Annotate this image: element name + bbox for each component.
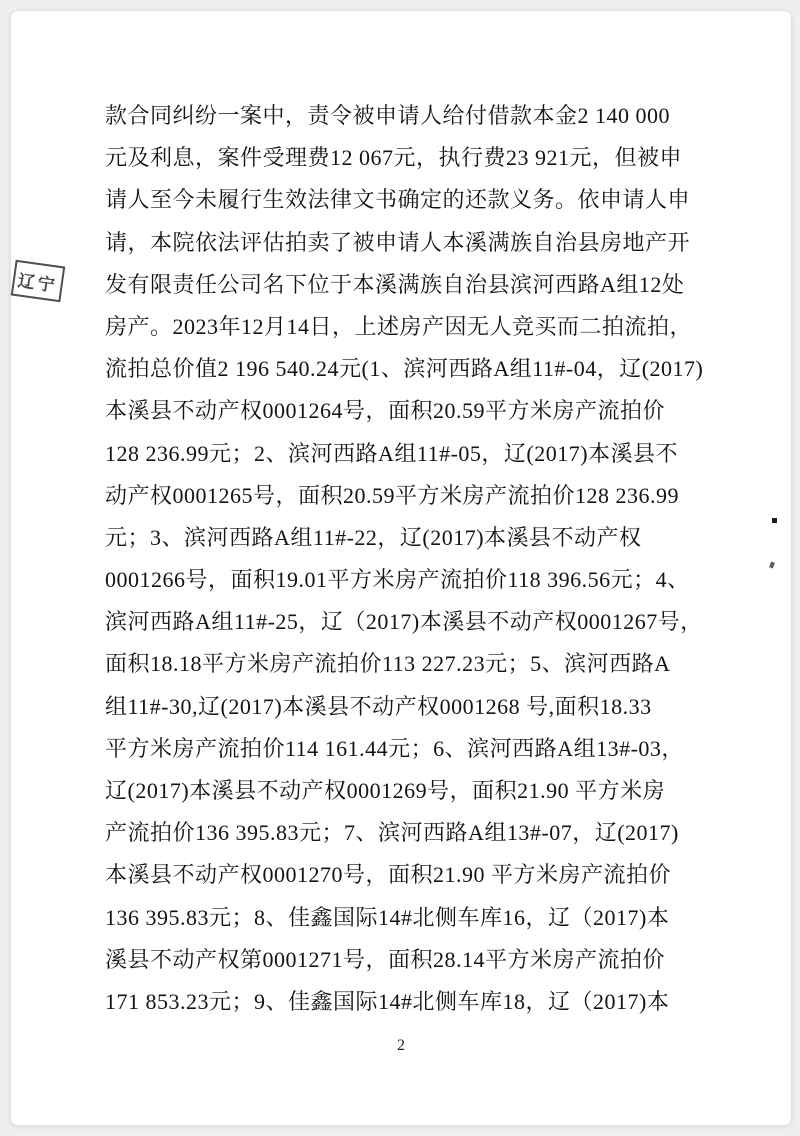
- text-line: 平方米房产流拍价114 161.44元；6、滨河西路A组13#-03，: [105, 735, 684, 761]
- stamp-text: 辽宁: [16, 270, 59, 296]
- text-line: 元及利息，案件受理费12 067元，执行费23 921元，但被申: [105, 145, 683, 171]
- text-line: 136 395.83元；8、佳鑫国际14#北侧车库16，辽（2017)本: [105, 904, 670, 930]
- text-line: 本溪县不动产权0001264号，面积20.59平方米房产流拍价: [105, 398, 666, 424]
- text-line: 请，本院依法评估拍卖了被申请人本溪满族自治县房地产开: [105, 229, 691, 255]
- liaoning-stamp: [11, 260, 66, 303]
- text-line: 流拍总价值2 196 540.24元(1、滨河西路A组11#-04，辽(2017): [105, 356, 704, 382]
- text-line: 溪县不动产权第0001271号，面积28.14平方米房产流拍价: [105, 946, 666, 972]
- scan-speck: [769, 561, 775, 568]
- text-line: 请人至今未履行生效法律文书确定的还款义务。依申请人申: [105, 187, 691, 213]
- text-line: 组11#-30,辽(2017)本溪县不动产权0001268 号,面积18.33: [105, 693, 652, 719]
- text-line: 本溪县不动产权0001270号，面积21.90 平方米房产流拍价: [105, 862, 672, 888]
- text-line: 产流拍价136 395.83元；7、滨河西路A组13#-07，辽(2017): [105, 820, 679, 846]
- text-line: 房产。2023年12月14日，上述房产因无人竞买而二拍流拍，: [105, 313, 693, 339]
- text-line: 171 853.23元；9、佳鑫国际14#北侧车库18，辽（2017)本: [105, 988, 670, 1014]
- text-line: 款合同纠纷一案中，责令被申请人给付借款本金2 140 000: [105, 103, 671, 128]
- page-number: 2: [397, 1037, 405, 1054]
- text-line: 动产权0001265号，面积20.59平方米房产流拍价128 236.99: [105, 482, 680, 508]
- text-line: 元；3、滨河西路A组11#-22，辽(2017)本溪县不动产权: [105, 524, 642, 550]
- text-line: 面积18.18平方米房产流拍价113 227.23元；5、滨河西路A: [105, 651, 671, 677]
- scan-speck: [772, 518, 777, 523]
- text-line: 发有限责任公司名下位于本溪满族自治县滨河西路A组12处: [105, 271, 685, 297]
- text-line: 128 236.99元；2、滨河西路A组11#-05，辽(2017)本溪县不: [105, 440, 679, 466]
- text-line: 滨河西路A组11#-25，辽（2017)本溪县不动产权0001267号，: [105, 609, 703, 635]
- text-line: 0001266号，面积19.01平方米房产流拍价118 396.56元；4、: [105, 567, 690, 593]
- text-line: 辽(2017)本溪县不动产权0001269号，面积21.90 平方米房: [105, 778, 666, 803]
- body-text: [105, 95, 704, 1023]
- document-page: [10, 10, 792, 1126]
